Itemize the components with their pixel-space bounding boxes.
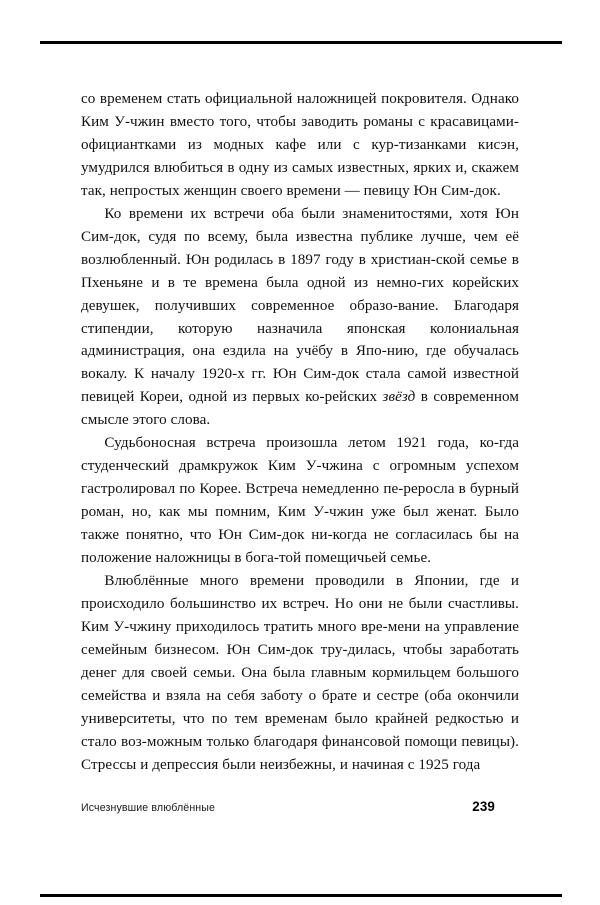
bottom-horizontal-rule: [40, 894, 562, 897]
paragraph-4: [81, 570, 519, 777]
paragraph-1: [81, 88, 519, 203]
paragraph-2: [81, 203, 519, 433]
paragraph-3: [81, 432, 519, 570]
page-number: 239: [472, 799, 495, 814]
paragraph-4-run-1: Влюблённые много времени проводили в Японии, где и происходило большинство их встреч. Но они не были счастливы. Ким У-чжину приходилось тратить много вре-мени на управление семейным бизнесом. Юн Сим-док тру-дилась, чтобы заработать денег для своей семьи. Она была главным кормильцем большого семейства и взяла на себя заботу о брате и сестре (оба окончили университеты, что по тем временам было крайней редкостью и стало воз-можным только благодаря финансовой помощи певицы). Стрессы и депрессия были неизбежны, и начиная с 1925 года: [81, 573, 519, 773]
running-head: Исчезнувшие влюблённые: [81, 802, 216, 814]
top-horizontal-rule: [40, 41, 562, 44]
body-text-column: [81, 88, 519, 777]
paragraph-2-emphasis-zvyozd: звёзд: [382, 389, 416, 406]
paragraph-2-run-3: в современном смысле этого слова.: [81, 389, 519, 429]
page-footer: [81, 799, 495, 814]
paragraph-2-run-1: Ко времени их встречи оба были знаменитостями, хотя Юн Сим-док, судя по всему, была известна публике лучше, чем её возлюбленный. Юн родилась в 1897 году в христиан-ской семье в Пхеньяне и в те времена была одной из немно-гих корейских девушек, получивших современное образо-вание. Благодаря стипендии, которую назначила японская колониальная администрация, она ездила на учёбу в Япо-нию, где обучалась вокалу. К началу 1920-х гг. Юн Сим-док стала самой известной певицей Кореи, одной из первых ко-рейских: [81, 205, 519, 406]
paragraph-3-run-1: Судьбоносная встреча произошла летом 1921 года, ко-гда студенческий драмкружок Ким У-чжина с огромным успехом гастролировал по Корее. Встреча немедленно пе-реросла в бурный роман, но, как мы помним, Ким У-чжин уже был женат. Было также понятно, что Юн Сим-док ни-когда не согласилась бы на положение наложницы в бога-той помещичьей семье.: [81, 435, 519, 567]
paragraph-1-run-1: со временем стать официальной наложницей покровителя. Однако Ким У-чжин вместо того, чтобы заводить романы с красавицами-официантками из модных кафе или с кур-тизанками кисэн, умудрился влюбиться в одну из самых известных, ярких и, скажем так, непростых женщин своего времени — певицу Юн Сим-док.: [81, 91, 519, 199]
